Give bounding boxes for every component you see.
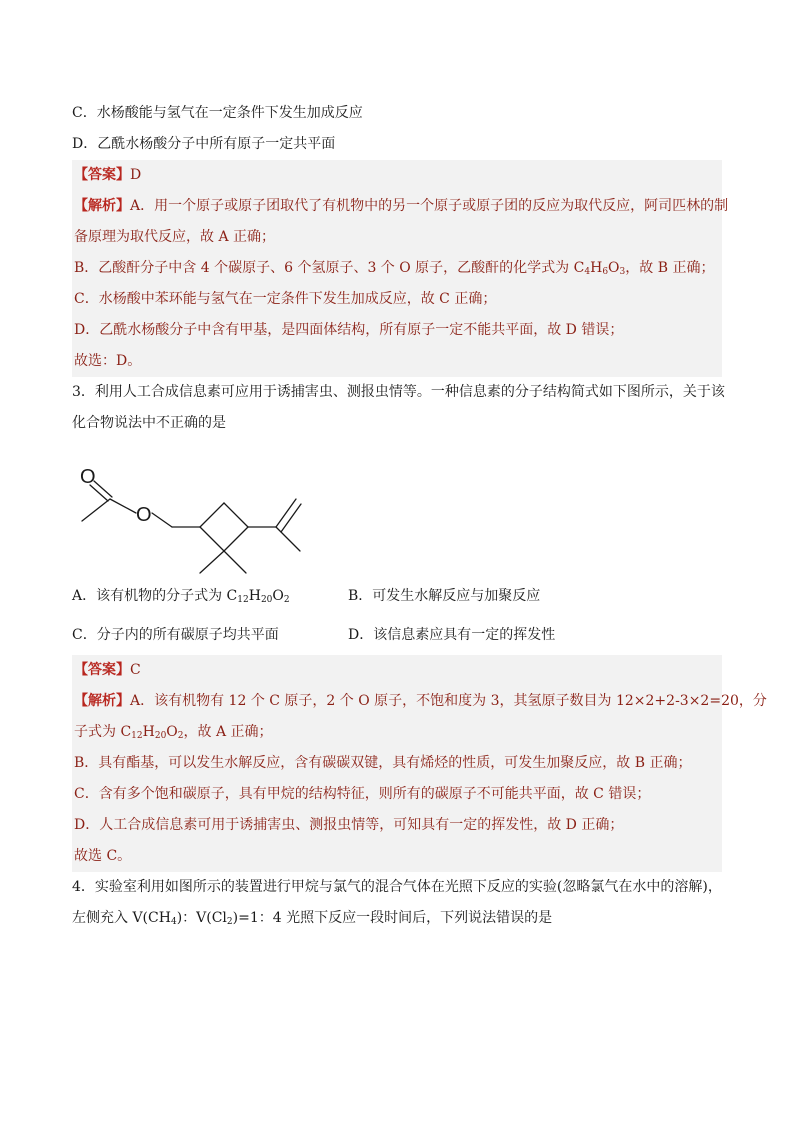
analysis-tag: 【解析】 bbox=[74, 693, 130, 709]
molecular-structure bbox=[72, 439, 722, 581]
subscript: 2 bbox=[177, 731, 184, 741]
analysis-tag: 【解析】 bbox=[74, 198, 130, 214]
ring-bond-2 bbox=[224, 503, 248, 527]
q2-analysis-b bbox=[72, 253, 722, 284]
subscript: 4 bbox=[170, 917, 177, 927]
q3-analysis-a2 bbox=[72, 717, 722, 748]
isopropenyl-methyl bbox=[276, 527, 300, 551]
stem-text: )=1：4 光照下反应一段时间后，下列说法错误的是 bbox=[232, 910, 553, 926]
ring-bond-4 bbox=[200, 527, 224, 551]
q2-conclusion: 故选：D。 bbox=[72, 346, 722, 377]
q3-option-d: D．该信息素应具有一定的挥发性 bbox=[348, 627, 556, 643]
q3-option-a bbox=[72, 581, 348, 612]
answer-value: C bbox=[130, 662, 141, 678]
oxygen-label-carbonyl: O bbox=[80, 466, 96, 488]
q3-analysis-a1 bbox=[72, 686, 767, 717]
q3-options-row1 bbox=[72, 581, 722, 612]
q2-analysis-a1 bbox=[72, 191, 729, 222]
q3-option-c: C．分子内的所有碳原子均共平面 bbox=[72, 627, 279, 643]
answer-tag: 【答案】 bbox=[74, 662, 130, 678]
oxygen-label-ester: O bbox=[136, 504, 152, 526]
analysis-text: 子式为 C bbox=[74, 724, 132, 740]
stem-text: )：V(Cl bbox=[176, 910, 227, 926]
ester-bond bbox=[110, 499, 136, 513]
analysis-text: ，故 B 正确； bbox=[625, 260, 715, 276]
dimethyl-bond-1 bbox=[200, 551, 224, 573]
subscript: 3 bbox=[619, 267, 626, 277]
q2-answer bbox=[72, 160, 722, 191]
analysis-text: H bbox=[590, 260, 603, 276]
analysis-text: ，故 A 正确； bbox=[183, 724, 273, 740]
subscript: 12 bbox=[131, 731, 143, 741]
q3-stem-line1: 3．利用人工合成信息素可应用于诱捕害虫、测报虫情等。一种信息素的分子结构简式如下图所示，关于该 bbox=[72, 384, 725, 400]
ester-o-bond bbox=[152, 513, 172, 527]
q3-conclusion: 故选 C。 bbox=[72, 841, 722, 872]
q3-analysis-c: C．含有多个饱和碳原子，具有甲烷的结构特征，则所有的碳原子不可能共平面，故 C 错误； bbox=[72, 779, 722, 810]
option-text: O bbox=[272, 588, 284, 604]
q3-option-b: B．可发生水解反应与加聚反应 bbox=[348, 588, 541, 604]
option-text: A．该有机物的分子式为 C bbox=[72, 588, 238, 604]
q4-stem-line2 bbox=[72, 903, 722, 934]
analysis-text: O bbox=[608, 260, 620, 276]
answer-tag: 【答案】 bbox=[74, 167, 130, 183]
stem-text: 左侧充入 V(CH bbox=[72, 910, 171, 926]
answer-value: D bbox=[130, 167, 142, 183]
subscript: 4 bbox=[584, 267, 591, 277]
subscript: 20 bbox=[260, 595, 273, 605]
q4-stem-line1: 4．实验室利用如图所示的装置进行甲烷与氯气的混合气体在光照下反应的实验(忽略氯气在水中的溶解)， bbox=[72, 879, 722, 895]
analysis-text: O bbox=[166, 724, 178, 740]
ring-bond-3 bbox=[224, 527, 248, 551]
dimethyl-bond-2 bbox=[224, 551, 246, 573]
ring-bond-1 bbox=[200, 503, 224, 527]
subscript: 2 bbox=[283, 595, 290, 605]
subscript: 12 bbox=[237, 595, 249, 605]
carbonyl-bond-1 bbox=[94, 481, 112, 497]
analysis-text: B．乙酸酐分子中含 4 个碳原子、6 个氢原子、3 个 O 原子，乙酸酐的化学式为 C bbox=[74, 260, 585, 276]
vinyl-bond-2 bbox=[281, 504, 301, 532]
q2-analysis-d: D．乙酰水杨酸分子中含有甲基，是四面体结构，所有原子一定不能共平面，故 D 错误； bbox=[72, 315, 722, 346]
q3-analysis-b: B．具有酯基，可以发生水解反应，含有碳碳双键，具有烯烃的性质，可发生加聚反应，故 B 正确； bbox=[72, 748, 722, 779]
structure-diagram bbox=[72, 445, 312, 575]
analysis-text: A．用一个原子或原子团取代了有机物中的另一个原子或原子团的反应为取代反应，阿司匹林的制 bbox=[130, 198, 729, 214]
vinyl-bond-1 bbox=[276, 499, 296, 527]
document-page bbox=[72, 98, 767, 934]
q2-analysis-c: C．水杨酸中苯环能与氢气在一定条件下发生加成反应，故 C 正确； bbox=[72, 284, 722, 315]
q2-option-d: D．乙酰水杨酸分子中所有原子一定共平面 bbox=[72, 136, 336, 152]
subscript: 20 bbox=[154, 731, 167, 741]
q3-options-row2 bbox=[72, 620, 722, 651]
subscript: 2 bbox=[226, 917, 233, 927]
analysis-text: H bbox=[142, 724, 155, 740]
q2-option-c: C．水杨酸能与氢气在一定条件下发生加成反应 bbox=[72, 105, 363, 121]
q3-stem-line2: 化合物说法中不正确的是 bbox=[72, 415, 226, 431]
option-text: H bbox=[248, 588, 261, 604]
q3-answer bbox=[72, 655, 722, 686]
subscript: 6 bbox=[602, 267, 609, 277]
methyl-bond bbox=[82, 499, 110, 521]
q3-analysis-d: D．人工合成信息素可用于诱捕害虫、测报虫情等，可知具有一定的挥发性，故 D 正确； bbox=[72, 810, 722, 841]
q2-analysis-a2: 备原理为取代反应，故 A 正确； bbox=[72, 222, 722, 253]
analysis-text: A．该有机物有 12 个 C 原子，2 个 O 原子，不饱和度为 3，其氢原子数目为 12×2+2-3×2=20，分 bbox=[130, 693, 767, 709]
